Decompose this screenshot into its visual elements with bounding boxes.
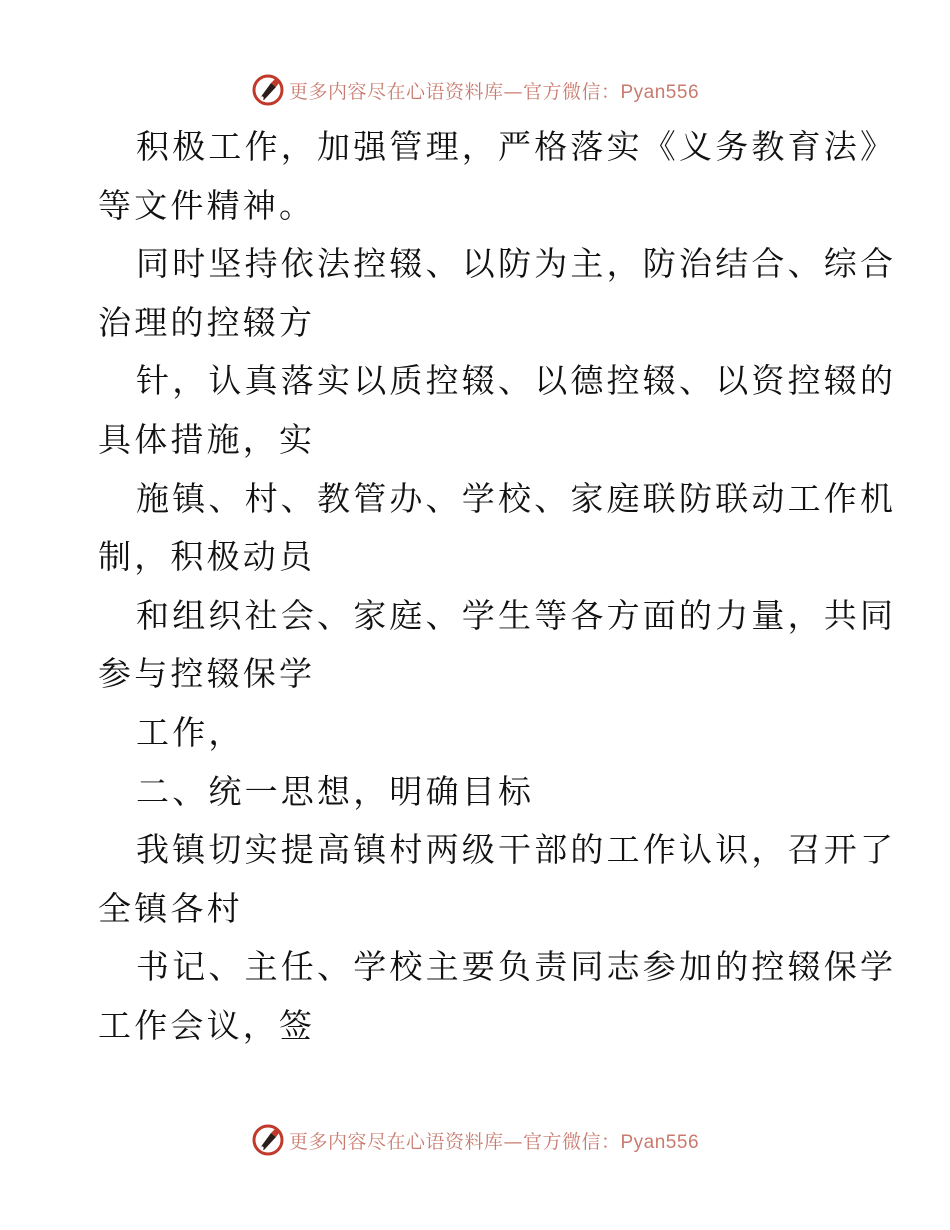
paragraph-line: 具体措施，实 <box>98 419 316 459</box>
paragraph-line: 针，认真落实以质控辍、以德控辍、以资控辍的 <box>136 361 897 401</box>
paragraph-line: 和组织社会、家庭、学生等各方面的力量，共同 <box>136 595 897 635</box>
paragraph-line: 书记、主任、学校主要负责同志参加的控辍保学 <box>136 947 897 987</box>
paragraph-line: 参与控辍保学 <box>98 654 316 694</box>
paragraph-line: 同时坚持依法控辍、以防为主，防治结合、综合 <box>136 244 897 284</box>
paragraph-line: 我镇切实提高镇村两级干部的工作认识，召开了 <box>136 830 897 870</box>
footer-watermark-text: 更多内容尽在心语资料库—官方微信：Pyan556 <box>288 1130 700 1153</box>
document-body <box>98 118 897 1056</box>
paragraph-line: 制，积极动员 <box>98 537 316 577</box>
paragraph-line: 等文件精神。 <box>98 185 316 225</box>
paragraph-line: 施镇、村、教管办、学校、家庭联防联动工作机 <box>136 478 897 518</box>
section-heading: 二、统一思想，明确目标 <box>136 771 535 811</box>
pen-nib-logo-icon <box>251 73 285 107</box>
pen-nib-logo-icon <box>251 1123 285 1157</box>
header-watermark <box>0 70 950 110</box>
footer-watermark <box>0 1120 950 1160</box>
paragraph-line: 全镇各村 <box>98 888 243 928</box>
paragraph-line: 工作会议，签 <box>98 1005 316 1045</box>
header-watermark-text: 更多内容尽在心语资料库—官方微信：Pyan556 <box>288 80 700 103</box>
paragraph-line: 积极工作，加强管理，严格落实《义务教育法》 <box>136 127 897 166</box>
paragraph-line: 工作， <box>136 712 245 752</box>
paragraph-line: 治理的控辍方 <box>98 302 316 342</box>
